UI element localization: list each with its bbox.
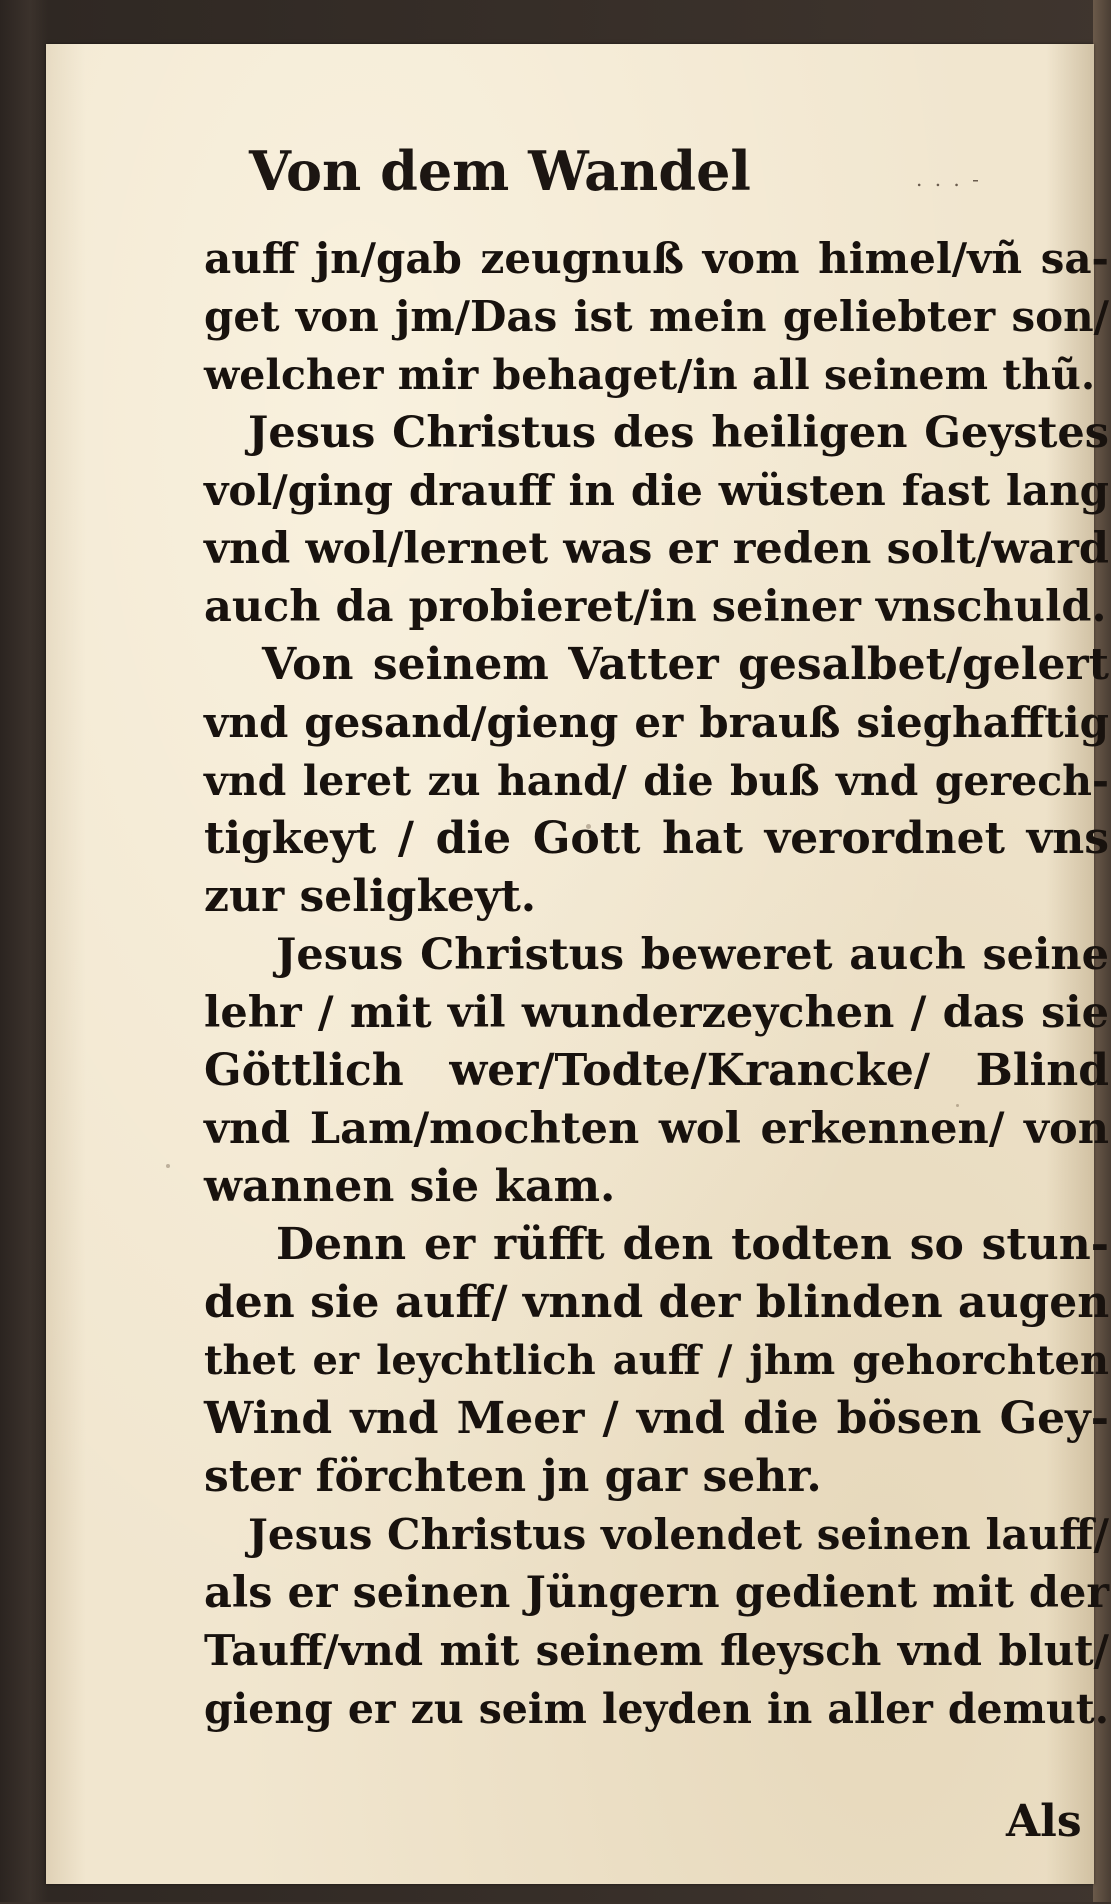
text-line: Denn er rüfft den todten so stun- [276, 1219, 1109, 1270]
text-line: vnd gesand/gieng er brauß sieghafftig [204, 698, 1109, 747]
text-line: welcher mir behaget/in all seinem thũ. [204, 351, 1096, 399]
text-line: vnd leret zu hand/ die buß vnd gerech- [204, 757, 1109, 805]
text-line: get von jm/Das ist mein geliebter son/ [204, 292, 1109, 341]
catchword: Als [1006, 1796, 1082, 1847]
paper-speck [956, 1104, 959, 1107]
text-line: thet er leychtlich auff / jhm gehorchten [204, 1337, 1109, 1384]
text-line: Von seinem Vatter gesalbet/gelert [262, 639, 1109, 690]
text-line: lehr / mit vil wunderzeychen / das sie [204, 988, 1109, 1038]
paper-speck [166, 1164, 170, 1168]
text-line: Wind vnd Meer / vnd die bösen Gey- [204, 1393, 1109, 1444]
text-line: vnd wol/lernet was er reden solt/ward [204, 524, 1109, 574]
text-line: Tauff/vnd mit seinem fleysch vnd blut/ [204, 1626, 1109, 1675]
paper-speck [586, 824, 591, 829]
text-line: Göttlich wer/Todte/Krancke/ Blind [204, 1045, 1109, 1096]
text-line: den sie auff/ vnnd der blinden augen [204, 1277, 1110, 1328]
text-line: tigkeyt / die Gott hat verordnet vns [204, 813, 1109, 864]
text-line: ster förchten jn gar sehr. [204, 1451, 822, 1502]
text-line: vnd Lam/mochten wol erkennen/ von [204, 1104, 1109, 1154]
text-line: Jesus Christus volendet seinen lauff/ [248, 1510, 1109, 1559]
text-line: gieng er zu seim leyden in aller demut. [204, 1685, 1109, 1733]
text-line: als er seinen Jüngern gedient mit der [204, 1568, 1109, 1618]
text-line: Jesus Christus des heiligen Geystes [248, 408, 1109, 458]
header-marks: . . . - [916, 167, 982, 191]
page-title: Von dem Wandel [249, 139, 751, 203]
text-line: Jesus Christus beweret auch seine [276, 930, 1109, 980]
text-line: zur seligkeyt. [204, 871, 537, 922]
text-line: vol/ging drauff in die wüsten fast lang [204, 466, 1109, 515]
book-page [46, 44, 1110, 1884]
text-line: wannen sie kam. [204, 1161, 616, 1212]
text-line: auff jn/gab zeugnuß vom himel/vñ sa- [204, 234, 1109, 283]
body-text [204, 230, 1109, 1738]
running-header [46, 139, 1094, 203]
text-line: auch da probieret/in seiner vnschuld. [204, 582, 1107, 632]
